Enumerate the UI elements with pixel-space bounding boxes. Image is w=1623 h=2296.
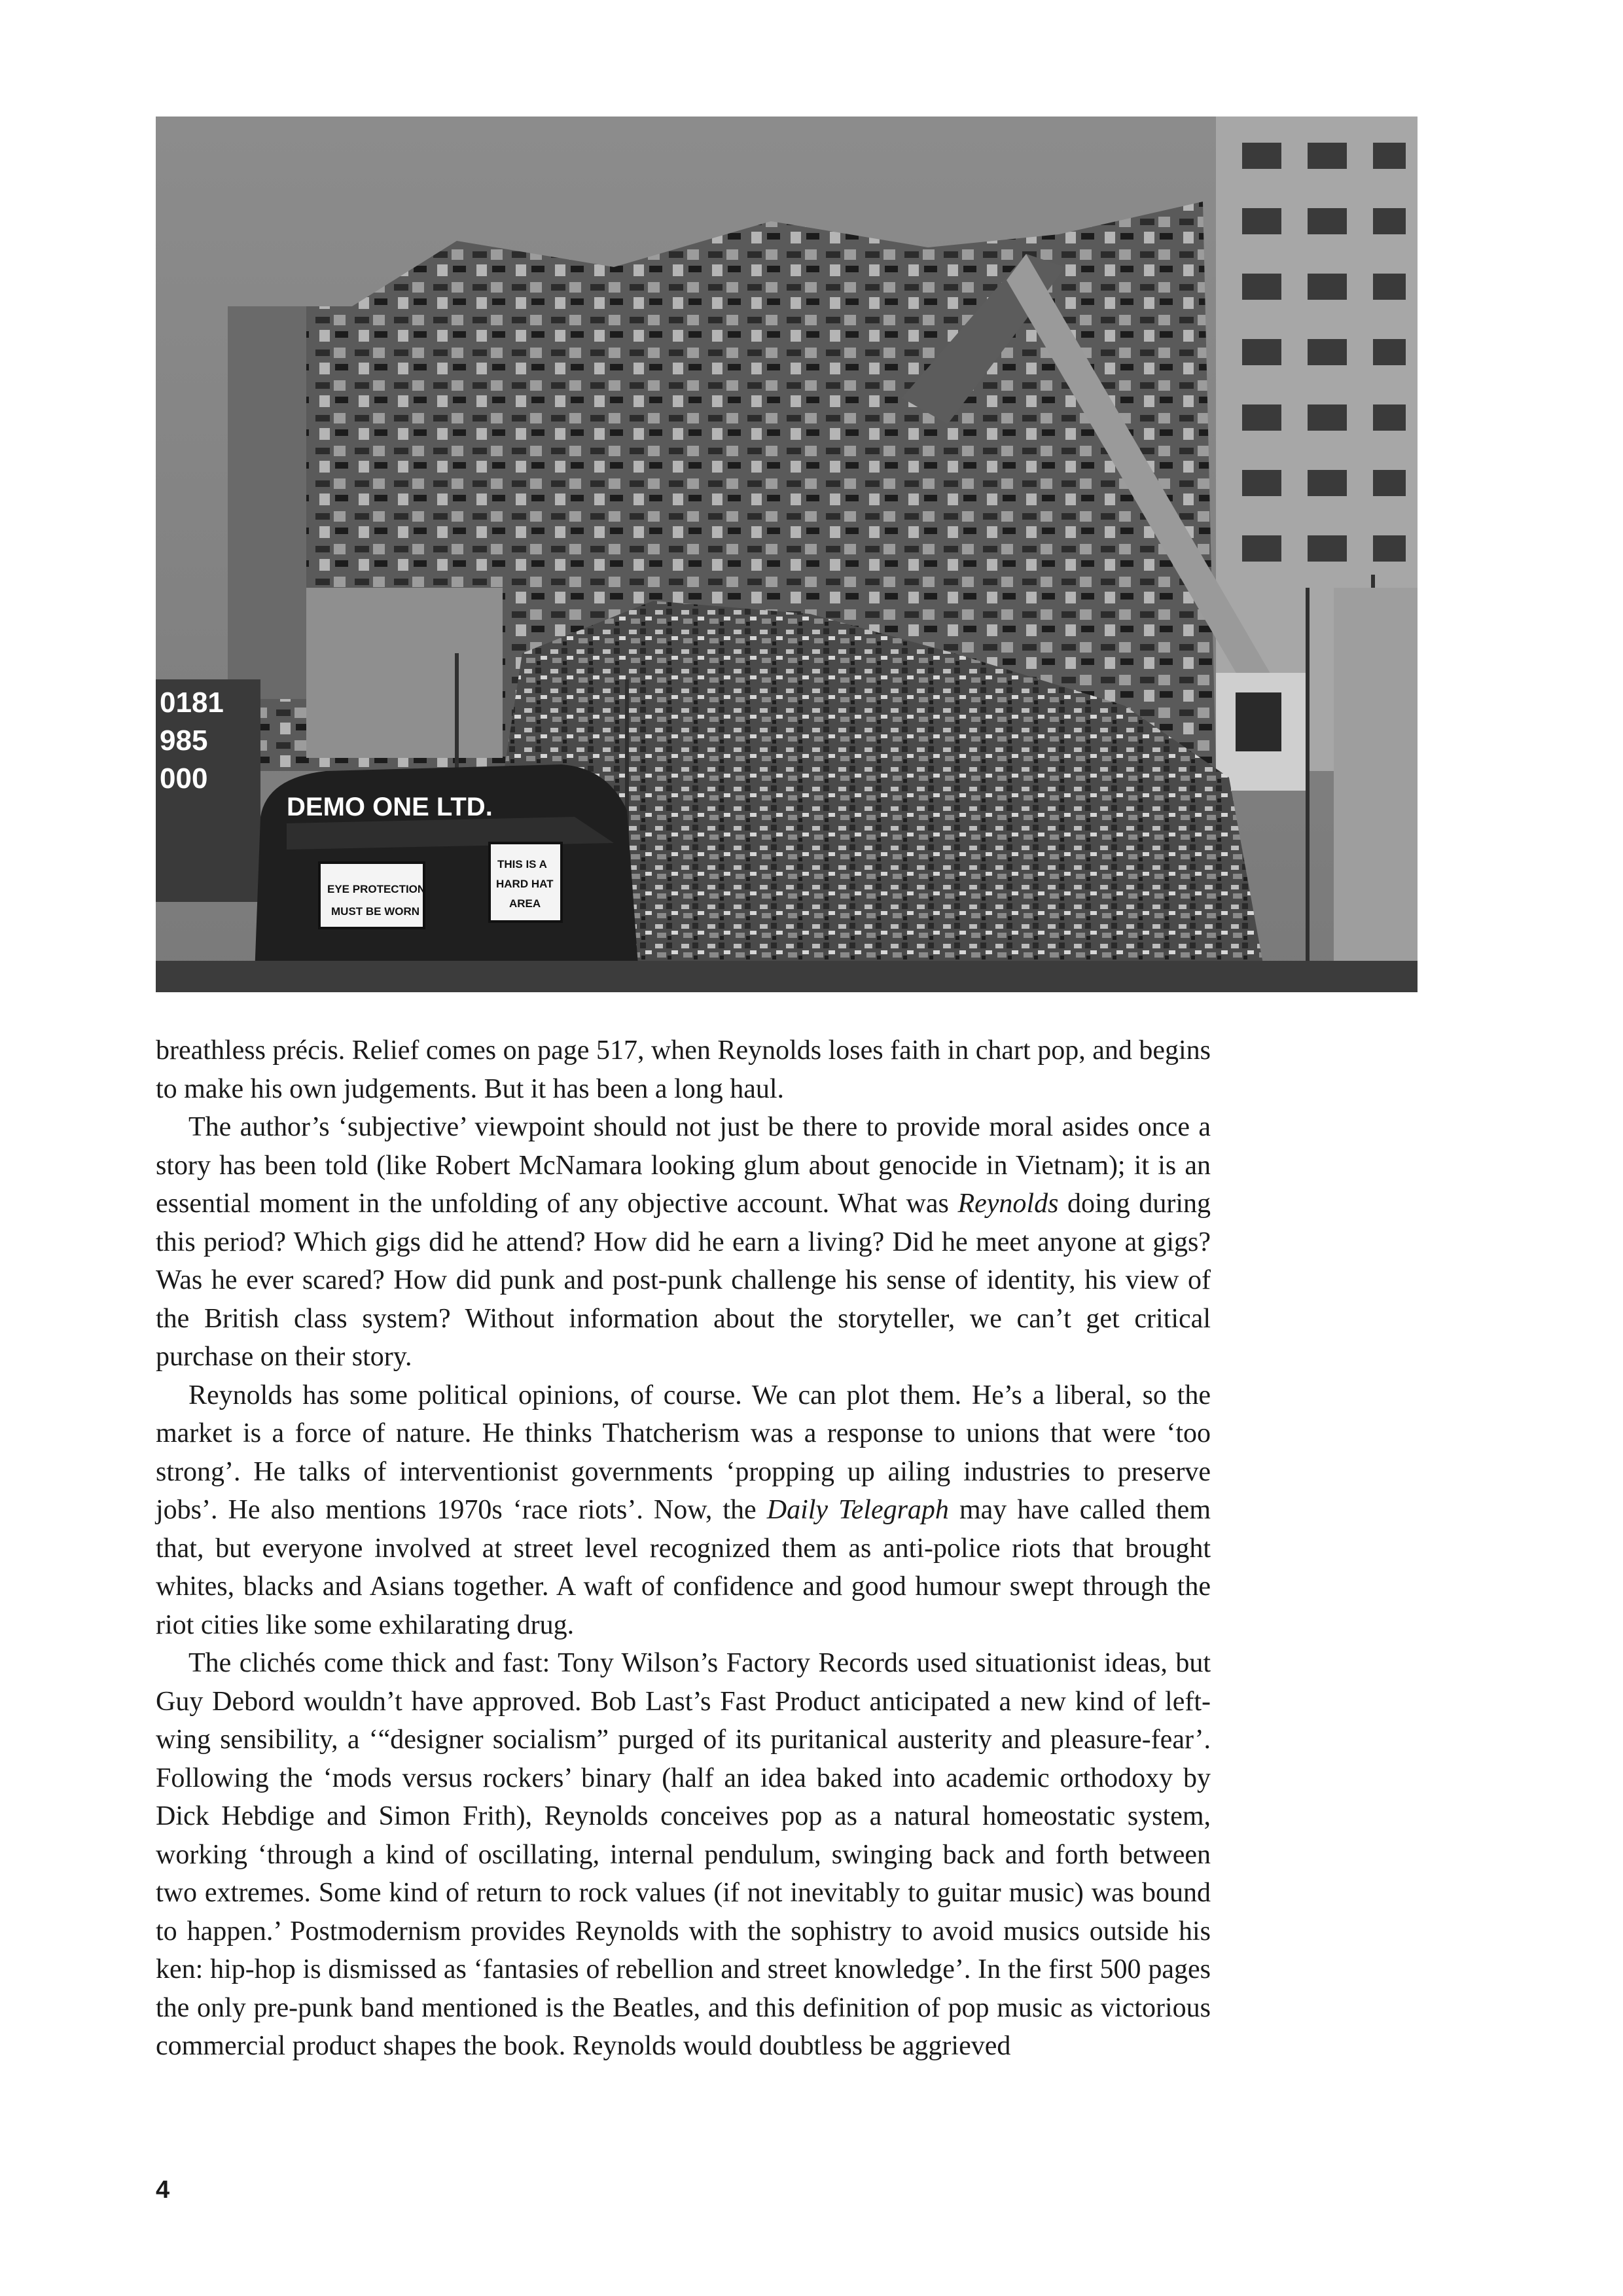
paragraph-3 bbox=[156, 1376, 1211, 1645]
demolition-photo-graphic bbox=[156, 117, 1418, 992]
phone-line-2: 985 bbox=[160, 725, 208, 757]
text-run: The clichés come thick and fast: Tony Wilson’s Factory Records used situationist ideas, but Guy Debord wouldn’t have approved. Bob Last’s Fast Product anticipated a new kind of left-wing sensibility, a ‘“designer socialism” purged of its puritanical austerity and pleasure-fear’. Following the ‘mods versus rockers’ binary (half an idea baked into academic orthodoxy by Dick Hebdige and Simon Frith), Reynolds conceives pop as a natural homeostatic system, working ‘through a kind of oscillating, internal pendulum, swinging back and forth between two extremes. Some kind of return to rock values (if not inevitably to guitar music) was bound to happen.’ Postmodernism provides Reynolds with the sophistry to avoid musics outside his ken: hip-hop is dismissed as ‘fantasies of rebellion and street knowledge’. In the first 500 pages the only pre-punk band mentioned is the Beatles, and this definition of pop music as victorious commercial product shapes the book. Reynolds would doubtless be aggrieved bbox=[156, 1648, 1211, 2061]
paragraph-2 bbox=[156, 1108, 1211, 1376]
sign-hat-line-3: AREA bbox=[509, 897, 541, 910]
sign-hat-line-2: HARD HAT bbox=[496, 878, 554, 890]
paragraph-1 bbox=[156, 1031, 1211, 1108]
text-run: Reynolds has some political opinions, of course. We can plot them. He’s a liberal, so the market is a force of nature. He thinks Thatcherism was a response to unions that were ‘too strong’. He talks of interventionist governments ‘propping up ailing industries to preserve jobs’. He also mentions 1970s ‘race riots’. Now, the bbox=[156, 1380, 1211, 1525]
demolition-photo bbox=[156, 117, 1418, 992]
text-run: doing during this period? Which gigs did he attend? How did he earn a living? Did he meet anyone at gigs? Was he ever scared? How did punk and post-punk challenge his sense of identity, his view of the British class system? Without information about the storyteller, we can’t get critical purchase on their story. bbox=[156, 1189, 1211, 1372]
paragraph-4 bbox=[156, 1644, 1211, 2066]
page-number: 4 bbox=[156, 2176, 170, 2204]
italic-text: Daily Telegraph bbox=[766, 1495, 949, 1525]
sign-eye-line-1: EYE PROTECTION bbox=[327, 883, 426, 895]
sign-eye-line-2: MUST BE WORN bbox=[331, 905, 420, 918]
text-run: The author’s ‘subjective’ viewpoint should not just be there to provide moral asides once a story has been told (like Robert McNamara looking glum about genocide in Vietnam); it is an essential moment in the unfolding of any objective account. What was bbox=[156, 1112, 1211, 1219]
article-body bbox=[156, 1031, 1211, 2066]
van-name: DEMO ONE LTD. bbox=[287, 793, 493, 821]
phone-line-1: 0181 bbox=[160, 687, 224, 719]
text-run: may have called them that, but everyone involved at street level recognized them as anti-police riots that brought whites, blacks and Asians together. A waft of confidence and good humour swept through the riot cities like some exhilarating drug. bbox=[156, 1495, 1211, 1640]
text-run: breathless précis. Relief comes on page 517, when Reynolds loses faith in chart pop, and begins to make his own judgements. But it has been a long haul. bbox=[156, 1035, 1211, 1104]
sign-hat-line-1: THIS IS A bbox=[497, 858, 547, 870]
italic-text: Reynolds bbox=[957, 1189, 1059, 1219]
phone-line-3: 000 bbox=[160, 762, 208, 795]
